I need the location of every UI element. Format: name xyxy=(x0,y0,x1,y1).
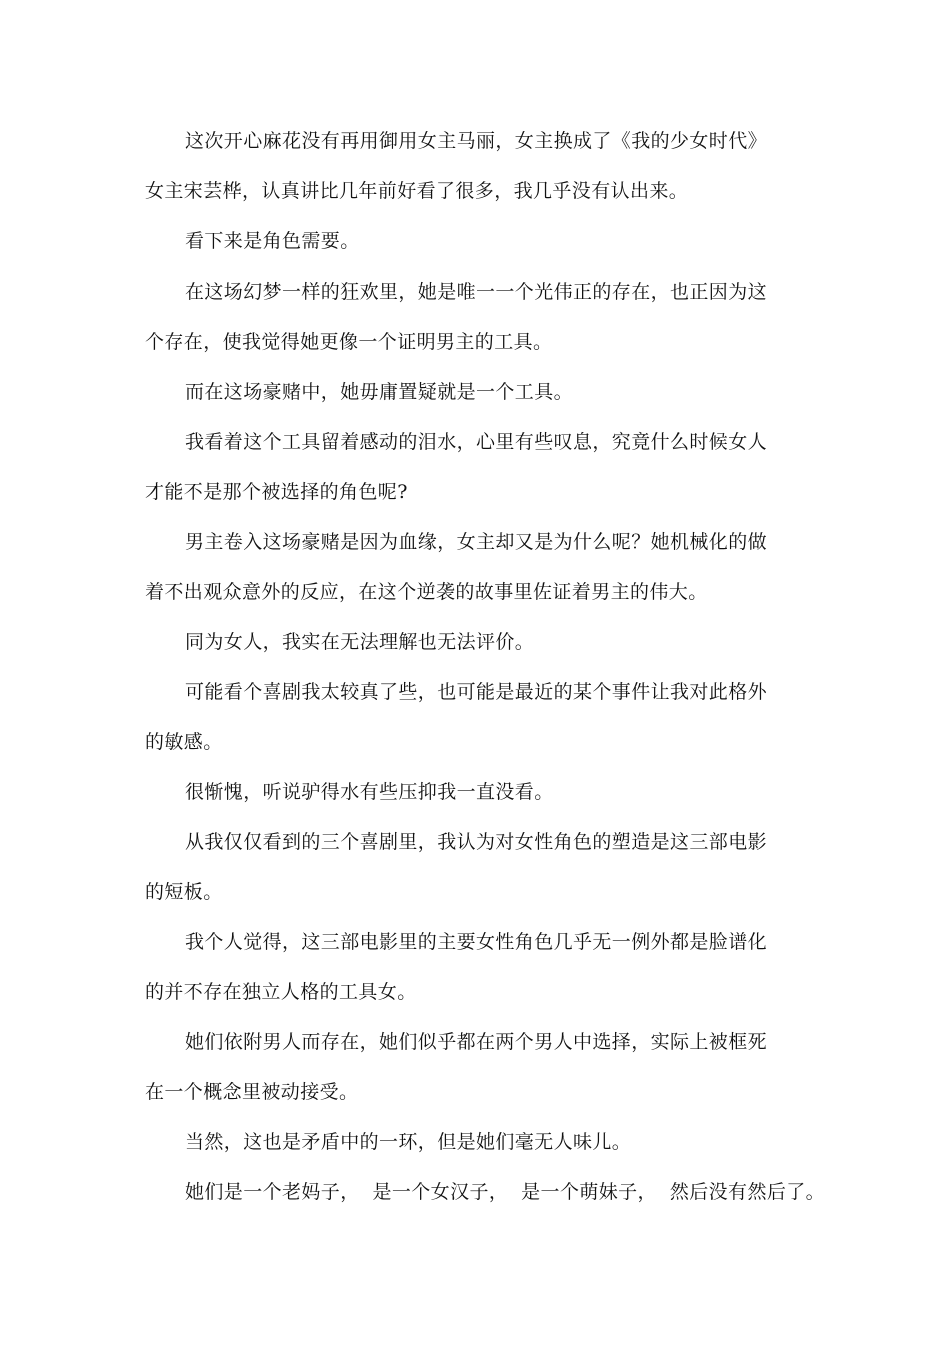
text-line: 才能不是那个被选择的角色呢? xyxy=(145,481,408,503)
text-line: 在一个概念里被动接受。 xyxy=(145,1081,359,1103)
text-line: 可能看个喜剧我太较真了些，也可能是最近的某个事件让我对此格外 xyxy=(185,681,768,703)
text-line: 个存在，使我觉得她更像一个证明男主的工具。 xyxy=(145,331,553,353)
text-line: 男主卷入这场豪赌是因为血缘，女主却又是为什么呢？她机械化的做 xyxy=(185,531,768,553)
text-line: 很惭愧，听说驴得水有些压抑我一直没看。 xyxy=(185,781,554,803)
text-line: 同为女人，我实在无法理解也无法评价。 xyxy=(185,631,535,653)
text-line: 她们是一个老妈子， 是一个女汉子， 是一个萌妹子， 然后没有然后了。 xyxy=(185,1181,826,1203)
text-line: 我个人觉得，这三部电影里的主要女性角色几乎无一例外都是脸谱化 xyxy=(185,931,768,953)
text-line: 而在这场豪赌中，她毋庸置疑就是一个工具。 xyxy=(185,381,574,403)
text-line: 女主宋芸桦，认真讲比几年前好看了很多，我几乎没有认出来。 xyxy=(145,180,689,202)
text-line: 她们依附男人而存在，她们似乎都在两个男人中选择，实际上被框死 xyxy=(185,1031,768,1053)
text-line: 看下来是角色需要。 xyxy=(185,230,360,252)
text-line: 当然，这也是矛盾中的一环，但是她们毫无人味儿。 xyxy=(185,1131,632,1153)
text-line: 我看着这个工具留着感动的泪水，心里有些叹息，究竟什么时候女人 xyxy=(185,431,768,453)
text-line: 这次开心麻花没有再用御用女主马丽，女主换成了《我的少女时代》 xyxy=(185,130,768,152)
text-line: 着不出观众意外的反应，在这个逆袭的故事里佐证着男主的伟大。 xyxy=(145,581,708,603)
text-line: 在这场幻梦一样的狂欢里，她是唯一一个光伟正的存在，也正因为这 xyxy=(185,281,768,303)
text-line: 的短板。 xyxy=(145,881,223,903)
text-line: 从我仅仅看到的三个喜剧里，我认为对女性角色的塑造是这三部电影 xyxy=(185,831,768,853)
text-line: 的并不存在独立人格的工具女。 xyxy=(145,981,417,1003)
text-line: 的敏感。 xyxy=(145,731,223,753)
